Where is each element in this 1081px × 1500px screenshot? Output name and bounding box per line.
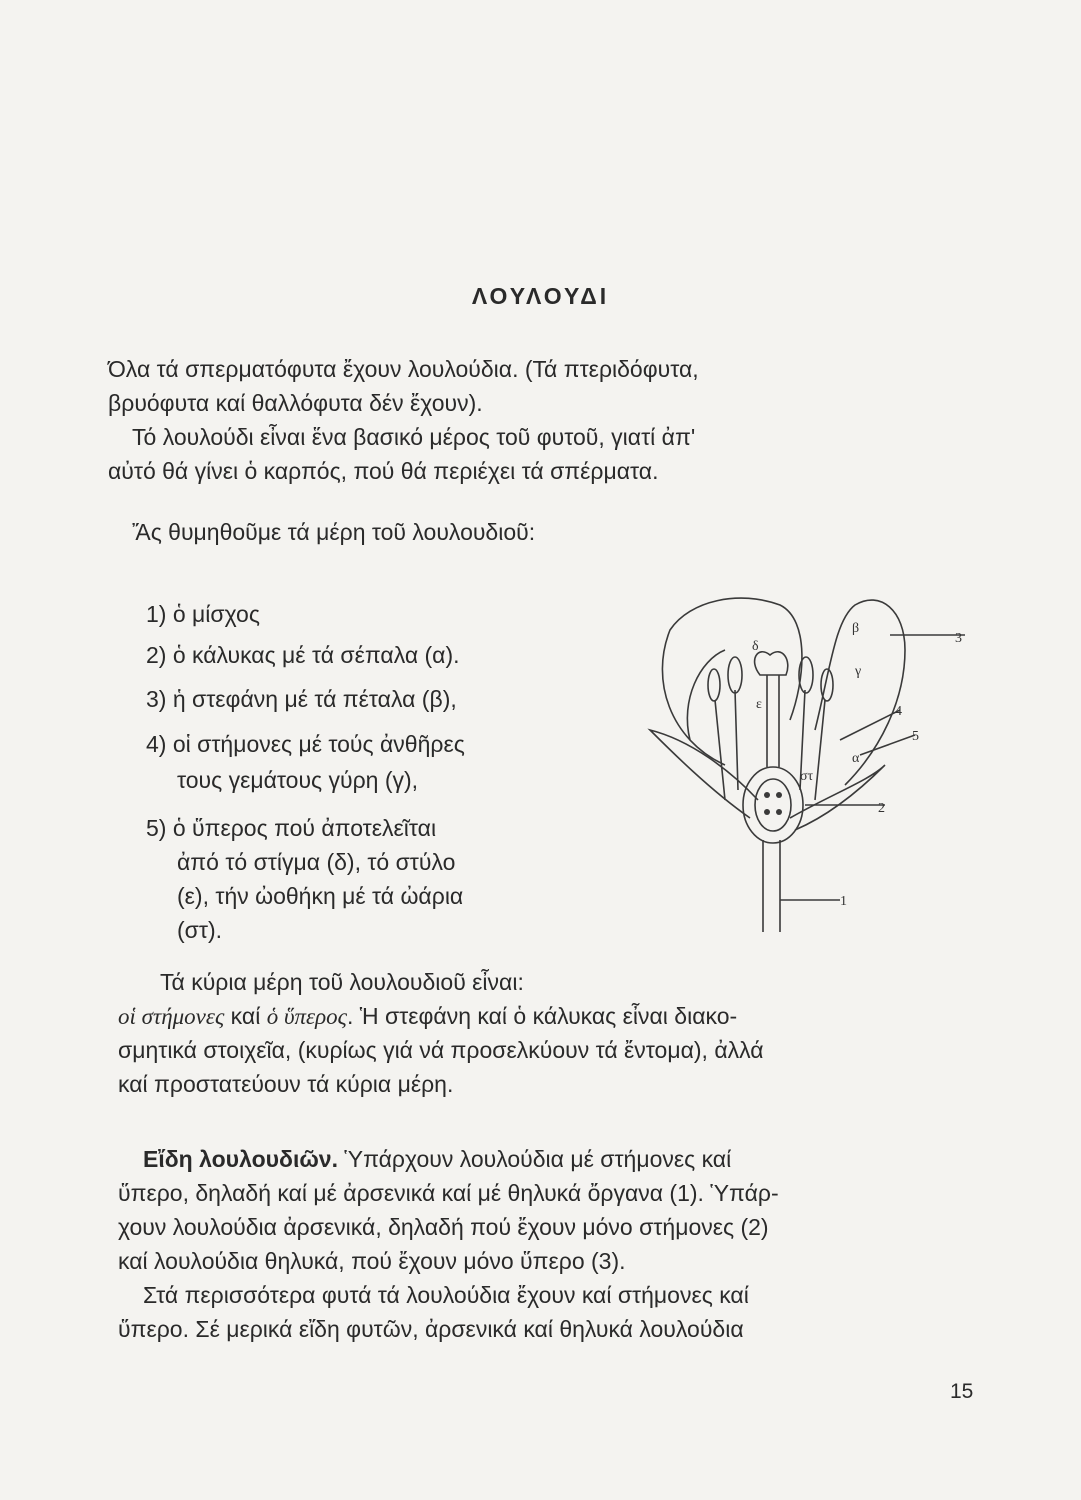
- label-4: 4: [895, 704, 902, 719]
- types-line-1: [143, 1142, 731, 1176]
- leader-5: [860, 735, 915, 755]
- label-1: 1: [840, 894, 847, 909]
- intro-line-2: βρυόφυτα καί θαλλόφυτα δέν ἔχουν).: [108, 390, 483, 416]
- ovule-2: [776, 792, 782, 798]
- petal-left: [662, 598, 802, 765]
- part-5-line-2: ἀπό τό στίγμα (δ), τό στύλο: [177, 849, 456, 875]
- part-5-line-4: (στ).: [177, 917, 222, 943]
- intro-line-3: Τό λουλούδι εἶναι ἕνα βασικό μέρος τοῦ φυτοῦ, γιατί ἀπ': [132, 424, 696, 450]
- ovary-inner: [755, 779, 791, 831]
- leader-4: [840, 710, 900, 740]
- ovule-1: [764, 792, 770, 798]
- types-line-1-rest: Ὑπάρχουν λουλούδια μέ στήμονες καί: [337, 1146, 732, 1172]
- main-parts-line-4: καί προστατεύουν τά κύρια μέρη.: [118, 1071, 454, 1097]
- part-3: 3) ἡ στεφάνη μέ τά πέταλα (β),: [146, 686, 457, 712]
- main-parts-line-2-rest: . Ἡ στεφάνη καί ὁ κάλυκας εἶναι διακο-: [346, 1003, 738, 1029]
- types-line-3: χουν λουλούδια ἀρσενικά, δηλαδή πού ἔχουν μόνο στήμονες (2): [118, 1214, 769, 1240]
- style: [767, 675, 779, 767]
- main-parts-line-1: Τά κύρια μέρη τοῦ λουλουδιοῦ εἶναι:: [160, 969, 524, 995]
- page-title: ΛΟΥΛΟΥΔΙ: [471, 283, 610, 309]
- label-g: γ: [855, 664, 862, 679]
- label-d: δ: [752, 639, 759, 654]
- stigma: [755, 652, 788, 675]
- label-a: α: [852, 751, 860, 766]
- anther-3: [708, 669, 720, 701]
- label-3: 3: [955, 631, 962, 646]
- flower-diagram: [630, 590, 970, 935]
- part-4-line-1: 4) οἱ στήμονες μέ τούς ἀνθῆρες: [146, 731, 465, 757]
- sepal-left: [650, 730, 758, 818]
- label-b: β: [852, 621, 860, 636]
- stem: [763, 840, 780, 932]
- label-e: ε: [756, 697, 762, 712]
- part-2: 2) ὁ κάλυκας μέ τά σέπαλα (α).: [146, 642, 460, 668]
- types-line-6: ὕπερο. Σέ μερικά εἴδη φυτῶν, ἀρσενικά καί θηλυκά λουλούδια: [118, 1316, 744, 1342]
- main-parts-stamens: οἱ στήμονες: [118, 1004, 225, 1029]
- part-1: 1) ὁ μίσχος: [146, 601, 260, 627]
- label-st: στ: [800, 769, 814, 784]
- part-5-line-1: 5) ὁ ὕπερος πού ἀποτελεῖται: [146, 815, 437, 841]
- page-number: 15: [950, 1380, 974, 1403]
- types-line-2: ὕπερο, δηλαδή καί μέ ἀρσενικά καί μέ θηλυκά ὄργανα (1). Ὑπάρ-: [118, 1180, 779, 1206]
- label-5: 5: [912, 729, 919, 744]
- ovule-4: [776, 809, 782, 815]
- intro-line-4: αὐτό θά γίνει ὁ καρπός, πού θά περιέχει τά σπέρματα.: [108, 458, 659, 484]
- types-line-5: Στά περισσότερα φυτά τά λουλούδια ἔχουν καί στήμονες καί: [143, 1282, 749, 1308]
- intro-line-1: Όλα τά σπερματόφυτα ἔχουν λουλούδια. (Τά πτεριδόφυτα,: [108, 356, 699, 382]
- types-line-4: καί λουλούδια θηλυκά, πού ἔχουν μόνο ὕπερο (3).: [118, 1248, 626, 1274]
- main-parts-pistil: ὁ ὕπερος: [266, 1004, 347, 1029]
- main-parts-line-2: [118, 999, 737, 1034]
- parts-heading: Ἄς θυμηθοῦμε τά μέρη τοῦ λουλουδιοῦ:: [132, 519, 536, 545]
- main-parts-and: καί: [224, 1003, 267, 1029]
- part-4-line-2: τους γεμάτους γύρη (γ),: [177, 767, 419, 793]
- ovule-3: [764, 809, 770, 815]
- types-heading: Εἴδη λουλουδιῶν.: [143, 1146, 338, 1172]
- petal-right: [815, 600, 905, 785]
- part-5-line-3: (ε), τήν ὠοθήκη μέ τά ὠάρια: [177, 883, 464, 909]
- label-2: 2: [878, 801, 885, 816]
- main-parts-line-3: σμητικά στοιχεῖα, (κυρίως γιά νά προσελκύουν τά ἔντομα), ἀλλά: [118, 1037, 764, 1063]
- anther-1: [728, 657, 742, 693]
